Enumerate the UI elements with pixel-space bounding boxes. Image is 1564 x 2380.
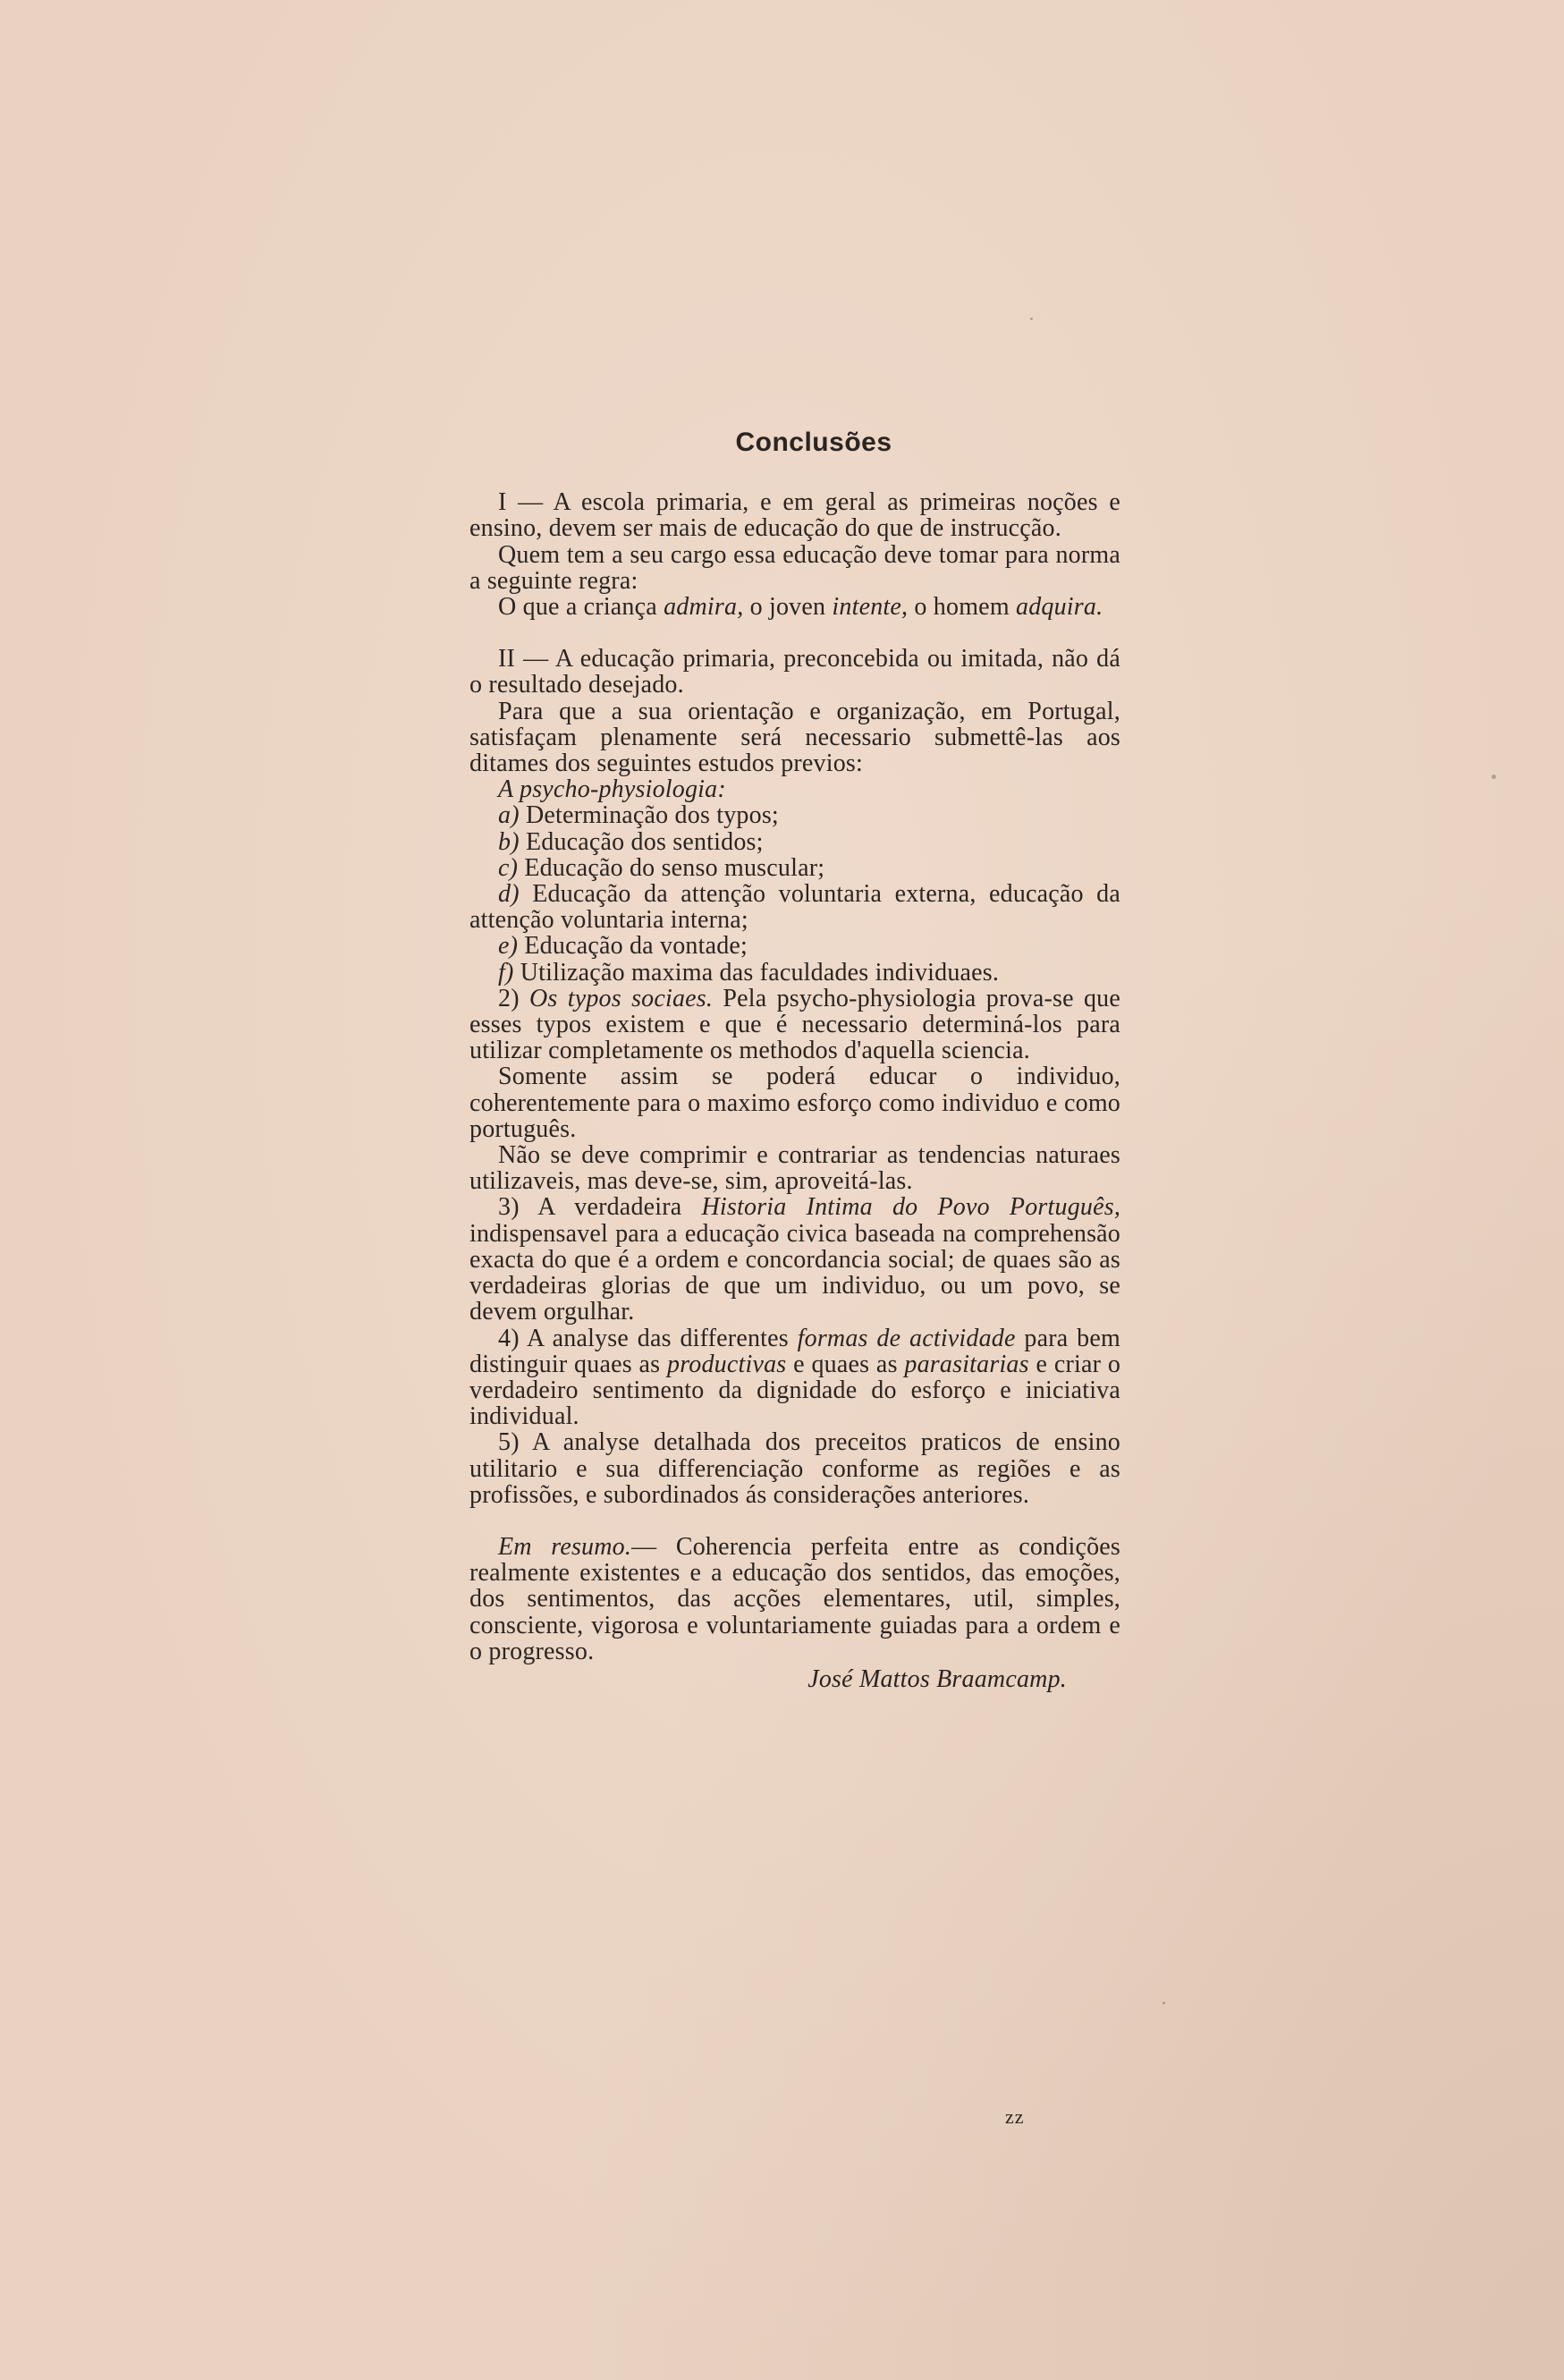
point-2-title: Os typos sociaes. xyxy=(528,984,714,1012)
summary-label: Em resumo. xyxy=(498,1532,632,1561)
list-item-e: e) Educação da vontade; xyxy=(498,932,748,961)
section-2-intro: II — A educação primaria, preconcebida ou imitada, não dá o resultado desejado. xyxy=(469,645,1120,699)
signature: José Mattos Braamcamp. xyxy=(807,1664,1067,1693)
point-4-term-formas: formas de actividade xyxy=(797,1324,1016,1352)
conclusions-text-block xyxy=(469,429,1120,1692)
point-2: 2) Os typos sociaes. Pela psycho-physiologia prova-se que esses typos existem e que é necessario determiná-los para utilizar completamente os methodos d'aquella sciencia. xyxy=(469,984,1121,1065)
list-item-b: b) Educação dos sentidos; xyxy=(498,827,764,856)
list-marker-c: c) xyxy=(498,853,519,882)
point-3: 3) A verdadeira Historia Intima do Povo Português, indispensavel para a educação civica baseada na comprehensão exacta do que é a ordem e concordancia social; de quaes são as verdadeiras glorias de que um individuo, ou um povo, se devem orgulhar. xyxy=(469,1193,1121,1326)
page-number: zz xyxy=(1005,2105,1025,2128)
point-4-term-parasitarias: parasitarias xyxy=(904,1350,1029,1378)
list-marker-f: f) xyxy=(498,958,514,987)
list-item-a: a) Determinação dos typos; xyxy=(498,801,779,830)
paper-speck xyxy=(1492,775,1496,779)
rule-prefix: O que a criança xyxy=(498,593,657,622)
rule-word-adquira: adquira. xyxy=(1016,593,1103,622)
list-item-d: d) Educação da attenção voluntaria externa, educação da attenção voluntaria interna; xyxy=(469,880,1121,935)
list-marker-a: a) xyxy=(498,801,520,830)
paper-speck xyxy=(1162,2002,1165,2004)
section-1-rule xyxy=(469,594,1120,620)
page-title: Conclusões xyxy=(735,428,892,457)
rule-mid-1: o joven xyxy=(749,593,826,622)
rule-mid-2: o homem xyxy=(914,593,1010,622)
point-5: 5) A analyse detalhada dos preceitos praticos de ensino utilitario e sua differenciação conforme as regiões e as profissões, e subordinados ás considerações anteriores. xyxy=(469,1428,1120,1509)
rule-word-admira: admira, xyxy=(664,593,744,622)
point-3-title: Historia Intima do Povo Português, xyxy=(701,1193,1121,1222)
rule-word-intente: intente, xyxy=(832,593,909,622)
paper-speck xyxy=(1030,318,1033,320)
point-4-term-productivas: productivas xyxy=(667,1350,787,1378)
section-2-para: Para que a sua orientação e organização, em Portugal, satisfaçam plenamente será necessario submettê-las aos ditames dos seguintes estudos previos: xyxy=(469,697,1120,778)
list-marker-e: e) xyxy=(498,932,519,961)
summary-text: — Coherencia perfeita entre as condições realmente existentes e a educação dos sentidos, das emoções, dos sentimentos, das acções elementares, util, simples, consciente, vigorosa e voluntariamente guiadas para a ordem e o progresso. xyxy=(469,1532,1120,1665)
list-marker-b: b) xyxy=(498,827,520,856)
list-marker-d: d) xyxy=(498,880,520,909)
point-4: 4) A analyse das differentes formas de actividade para bem distinguir quaes as productivas e quaes as parasitarias e criar o verdadeiro sentimento da dignidade do esforço e iniciativa individual. xyxy=(469,1324,1121,1431)
point-2-paragraph-3: Não se deve comprimir e contrariar as tendencias naturaes utilizaveis, mas deve-se, sim, aproveitá-las. xyxy=(469,1141,1120,1196)
section-1-intro: I — A escola primaria, e em geral as primeiras noções e ensino, devem ser mais de educação do que de instrucção. xyxy=(469,488,1120,543)
summary xyxy=(469,1534,1120,1664)
list-item-c: c) Educação do senso muscular; xyxy=(498,853,825,882)
psycho-physiologia-label: A psycho-physiologia: xyxy=(498,775,726,804)
section-1-rule-intro: Quem tem a seu cargo essa educação deve tomar para norma a seguinte regra: xyxy=(469,540,1120,595)
point-2-paragraph-2: Somente assim se poderá educar o individuo, coherentemente para o maximo esforço como individuo e como português. xyxy=(469,1063,1120,1143)
list-item-f: f) Utilização maxima das faculdades individuaes. xyxy=(498,958,1000,987)
